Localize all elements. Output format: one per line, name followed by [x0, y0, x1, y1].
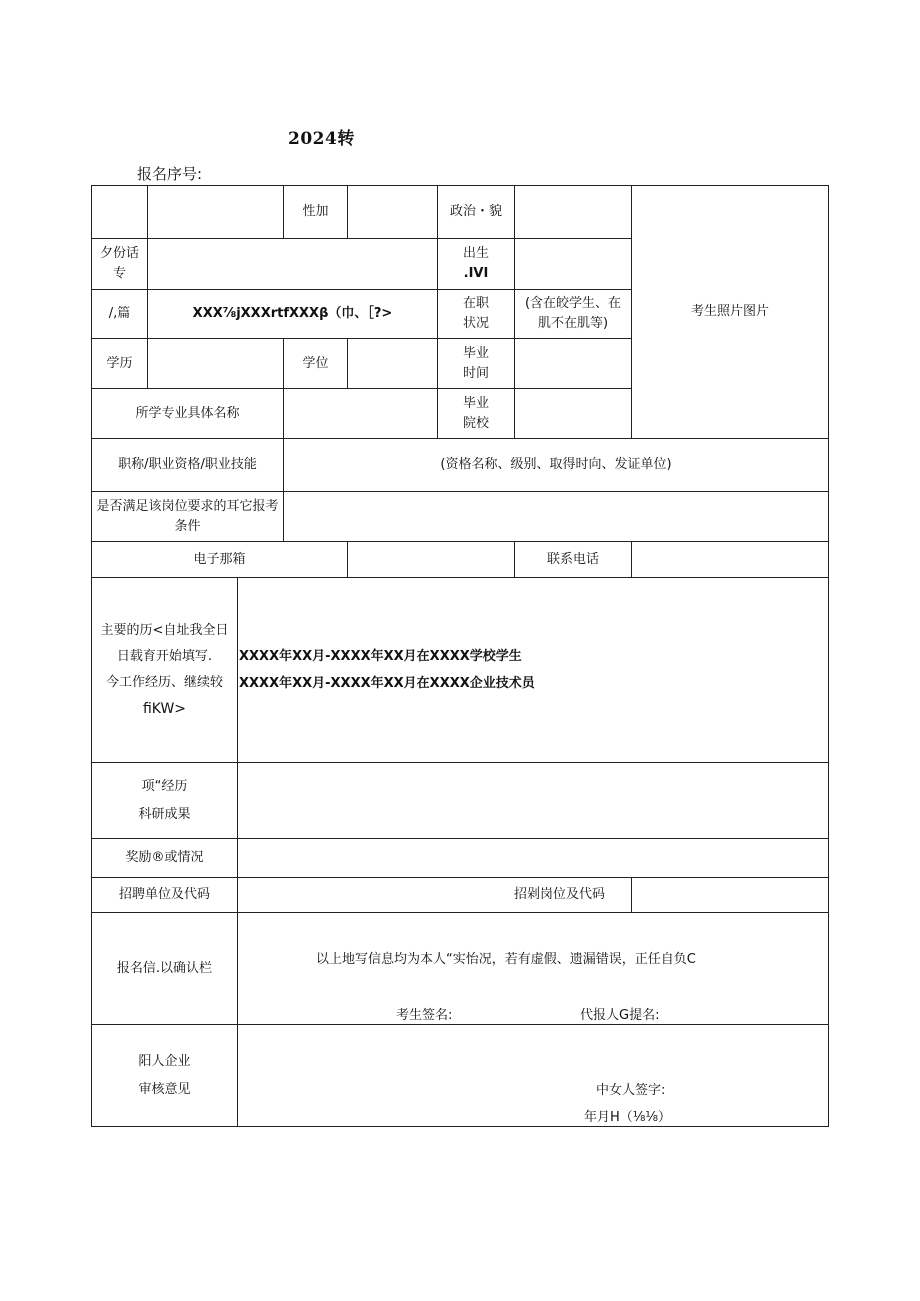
education-label: 学历 [91, 338, 148, 389]
experience-line-1: XXXX年XX月-XXXX年XX月在XXXX学校学生 [239, 649, 522, 664]
awards-input[interactable] [237, 838, 829, 878]
major-label: 所学专业具体名称 [91, 388, 284, 439]
confirm-label: 报名信.以确认栏 [91, 912, 238, 1025]
name-input-cell[interactable] [147, 185, 284, 239]
job-status-label [437, 289, 515, 339]
email-input-cell[interactable] [347, 541, 515, 578]
recruit-unit-label: 招聘单位及代码 [91, 877, 238, 913]
id-label-line-2: 专 [112, 266, 126, 281]
degree-label: 学位 [283, 338, 348, 389]
grad-school-line-2: 院校 [462, 415, 489, 431]
other-req-line-1: 是否满足该岗位要求的耳它报考 [96, 498, 279, 514]
experience-label-line-4: fiKW> [142, 701, 187, 717]
job-status-note-line-1: (含在皎学生、在 [524, 296, 622, 311]
experience-label-line-1: 主要的历<自址我全日 [100, 623, 229, 638]
political-status-label: 政治・貌 [437, 185, 515, 239]
review-label-line-2: 审核意见 [138, 1081, 191, 1097]
email-label: 电子那箱 [91, 541, 348, 578]
experience-label [91, 577, 238, 763]
blank-cell[interactable] [91, 185, 148, 239]
phone-label: 联系电话 [514, 541, 632, 578]
hukou-value[interactable]: XXX⅞jXXXrtfXXXβ（巾、［?> [147, 289, 438, 339]
birth-label-line-1: 出生 [462, 246, 489, 261]
hukou-label: /,篇 [91, 289, 148, 339]
birth-label-line-2: .IVI [463, 266, 489, 281]
serial-number-label: 报名序号: [137, 165, 203, 183]
birth-date-input-cell[interactable] [514, 238, 632, 290]
review-label-line-1: 阳人企业 [138, 1053, 191, 1069]
professional-title-label: 职称/职业资格/职业技能 [91, 438, 284, 492]
political-status-input-cell[interactable] [514, 185, 632, 239]
degree-input-cell[interactable] [347, 338, 438, 389]
education-input-cell[interactable] [147, 338, 284, 389]
graduation-school-label [437, 388, 515, 439]
research-label [91, 762, 238, 839]
reviewer-signature-label[interactable]: 中女人签字: [596, 1083, 666, 1098]
experience-input[interactable] [237, 577, 829, 763]
confirm-area [237, 912, 829, 1025]
job-status-line-2: 状况 [462, 316, 489, 331]
experience-line-2: XXXX年XX月-XXXX年XX月在XXXX企业技术员 [239, 676, 535, 691]
grad-school-line-1: 毕业 [462, 395, 489, 411]
graduation-time-label [437, 338, 515, 389]
research-label-line-1: 项“经历 [141, 778, 188, 794]
phone-input-cell[interactable] [631, 541, 829, 578]
graduation-school-input-cell[interactable] [514, 388, 632, 439]
job-status-note-line-2: 肌不在肌等) [537, 316, 609, 331]
review-area[interactable] [237, 1024, 829, 1127]
research-input[interactable] [237, 762, 829, 839]
id-label-line-1: 夕份话 [99, 246, 139, 261]
gender-label: 性加 [283, 185, 348, 239]
recruit-post-input[interactable] [631, 877, 829, 913]
research-label-line-2: 科研成果 [138, 806, 191, 822]
other-requirements-input[interactable] [283, 491, 829, 542]
grad-time-line-1: 毕业 [462, 345, 489, 361]
awards-label: 奖励®或情况 [91, 838, 238, 878]
other-requirements-label [91, 491, 284, 542]
experience-label-line-2: 日载育开始填写. [116, 649, 213, 664]
job-status-note[interactable] [514, 289, 632, 339]
experience-label-line-3: 今工作经历、继续较 [105, 675, 223, 690]
photo-cell[interactable]: 考生照片图片 [631, 185, 829, 439]
graduation-time-input-cell[interactable] [514, 338, 632, 389]
confirm-statement: 以上地写信息均为本人“实怡况，若有虚假、遗漏错误，正任自负C [316, 952, 696, 967]
candidate-signature-label[interactable]: 考生签名: [396, 1008, 453, 1023]
birth-date-label [437, 238, 515, 290]
id-number-label [91, 238, 148, 290]
professional-title-input[interactable]: (资格名称、级别、取得时向、发证单位) [283, 438, 829, 492]
other-req-line-2: 条件 [174, 518, 201, 534]
job-status-line-1: 在职 [462, 296, 489, 311]
agent-signature-label[interactable]: 代报人G提名: [580, 1008, 660, 1023]
recruit-post-label: 招剁岗位及代码 [237, 877, 632, 913]
review-label [91, 1024, 238, 1127]
form-title: 2024转 [288, 129, 355, 149]
gender-input-cell[interactable] [347, 185, 438, 239]
major-input-cell[interactable] [283, 388, 438, 439]
review-date-label: 年月H（⅛⅛） [584, 1110, 671, 1125]
id-number-input-cell[interactable] [147, 238, 438, 290]
grad-time-line-2: 时间 [462, 365, 489, 381]
